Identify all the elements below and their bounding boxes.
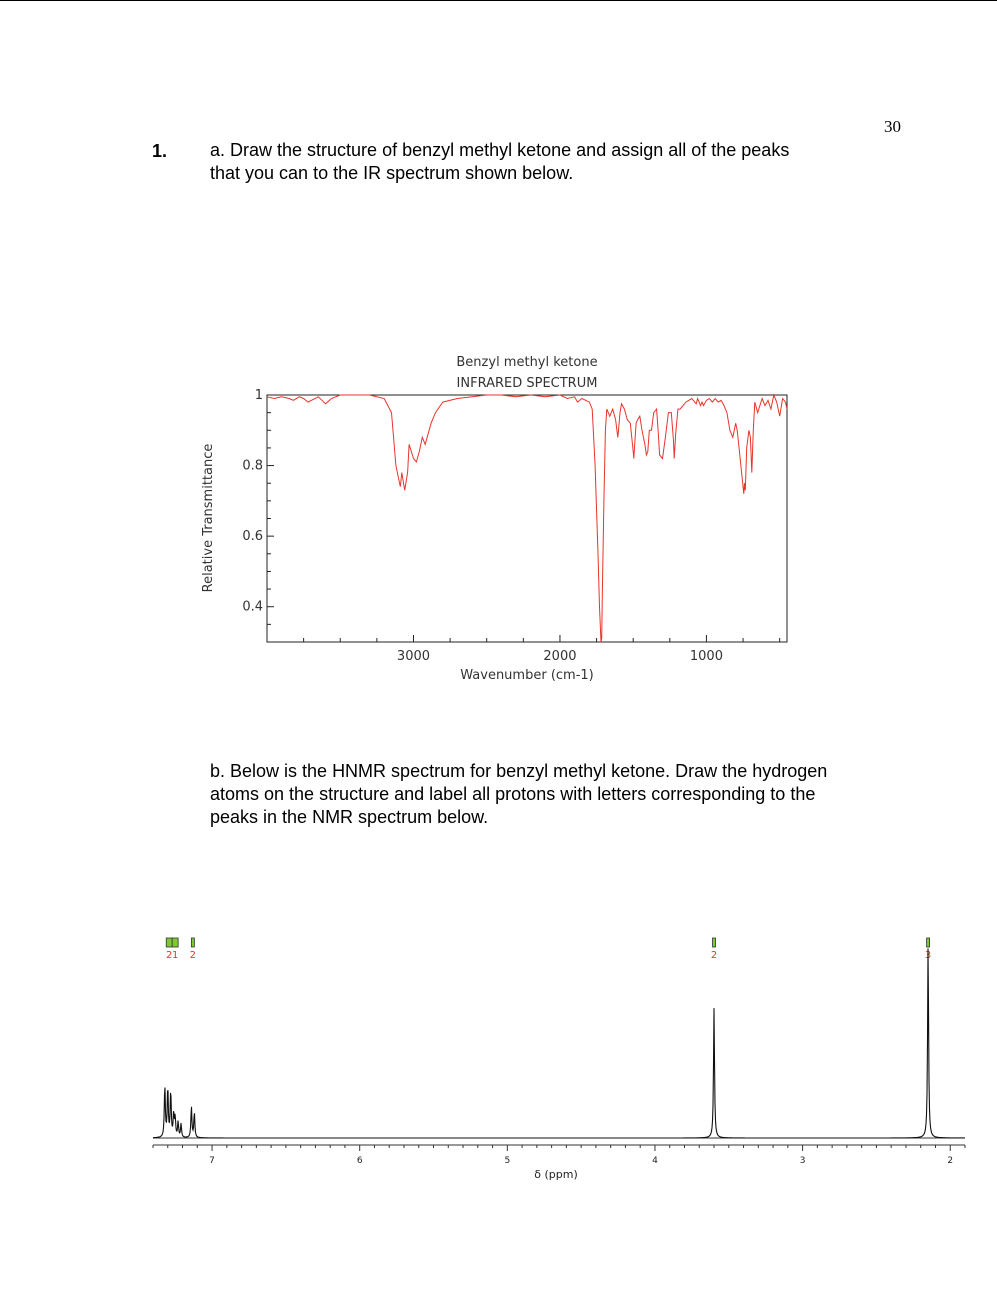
ir-plot-frame	[267, 395, 787, 642]
ir-y-tick-label: 1	[254, 388, 263, 403]
nmr-integral-label: 2	[166, 950, 173, 961]
question-number: 1.	[152, 141, 168, 161]
page-number: 30	[884, 117, 901, 136]
ir-chart-subtitle: INFRARED SPECTRUM	[456, 376, 598, 391]
ir-y-tick-label: 0.6	[242, 529, 263, 545]
nmr-integral-marker	[166, 938, 172, 947]
nmr-x-tick-label: 2	[947, 1156, 954, 1166]
nmr-x-tick-label: 6	[356, 1156, 363, 1166]
part-b-line: peaks in the NMR spectrum below.	[210, 807, 489, 827]
part-a-line: a. Draw the structure of benzyl methyl ketone and assign all of the peaks	[210, 140, 790, 160]
ir-chart-title: Benzyl methyl ketone	[456, 355, 598, 370]
page-top-rule	[0, 0, 997, 1]
question-part-a	[210, 139, 910, 185]
nmr-integral-label: 3	[924, 950, 932, 961]
ir-x-tick-label: 1000	[689, 649, 723, 664]
ir-x-tick-label: 3000	[396, 649, 431, 664]
nmr-integral-label: 2	[710, 950, 718, 961]
ir-x-axis-label: Wavenumber (cm-1)	[460, 668, 594, 683]
ir-spectrum-line	[267, 395, 787, 642]
nmr-integral-marker	[191, 938, 194, 947]
nmr-integral-marker	[172, 938, 178, 947]
nmr-x-tick-label: 3	[799, 1156, 806, 1166]
nmr-spectrum-line	[153, 949, 965, 1139]
nmr-integral-marker	[927, 938, 930, 947]
part-b-line: atoms on the structure and label all protons with letters corresponding to the	[210, 784, 816, 804]
hnmr-spectrum-chart	[145, 930, 975, 1190]
ir-spectrum-chart	[195, 348, 805, 693]
ir-y-axis-label: Relative Transmittance	[201, 443, 216, 593]
nmr-integral-label: 2	[189, 950, 197, 961]
nmr-integral-marker	[713, 938, 716, 947]
ir-y-tick-label: 0.8	[242, 458, 263, 474]
part-a-line: that you can to the IR spectrum shown below.	[210, 163, 574, 183]
nmr-x-tick-label: 5	[504, 1156, 511, 1166]
nmr-integral-label: 1	[171, 950, 179, 961]
nmr-x-axis-label: δ (ppm)	[534, 1168, 578, 1181]
part-b-line: b. Below is the HNMR spectrum for benzyl methyl ketone. Draw the hydrogen	[210, 761, 828, 781]
nmr-x-tick-label: 7	[209, 1156, 215, 1166]
nmr-x-tick-label: 4	[652, 1156, 658, 1166]
ir-x-tick-label: 2000	[543, 649, 577, 664]
question-part-b	[210, 760, 910, 829]
ir-y-tick-label: 0.4	[242, 599, 263, 615]
